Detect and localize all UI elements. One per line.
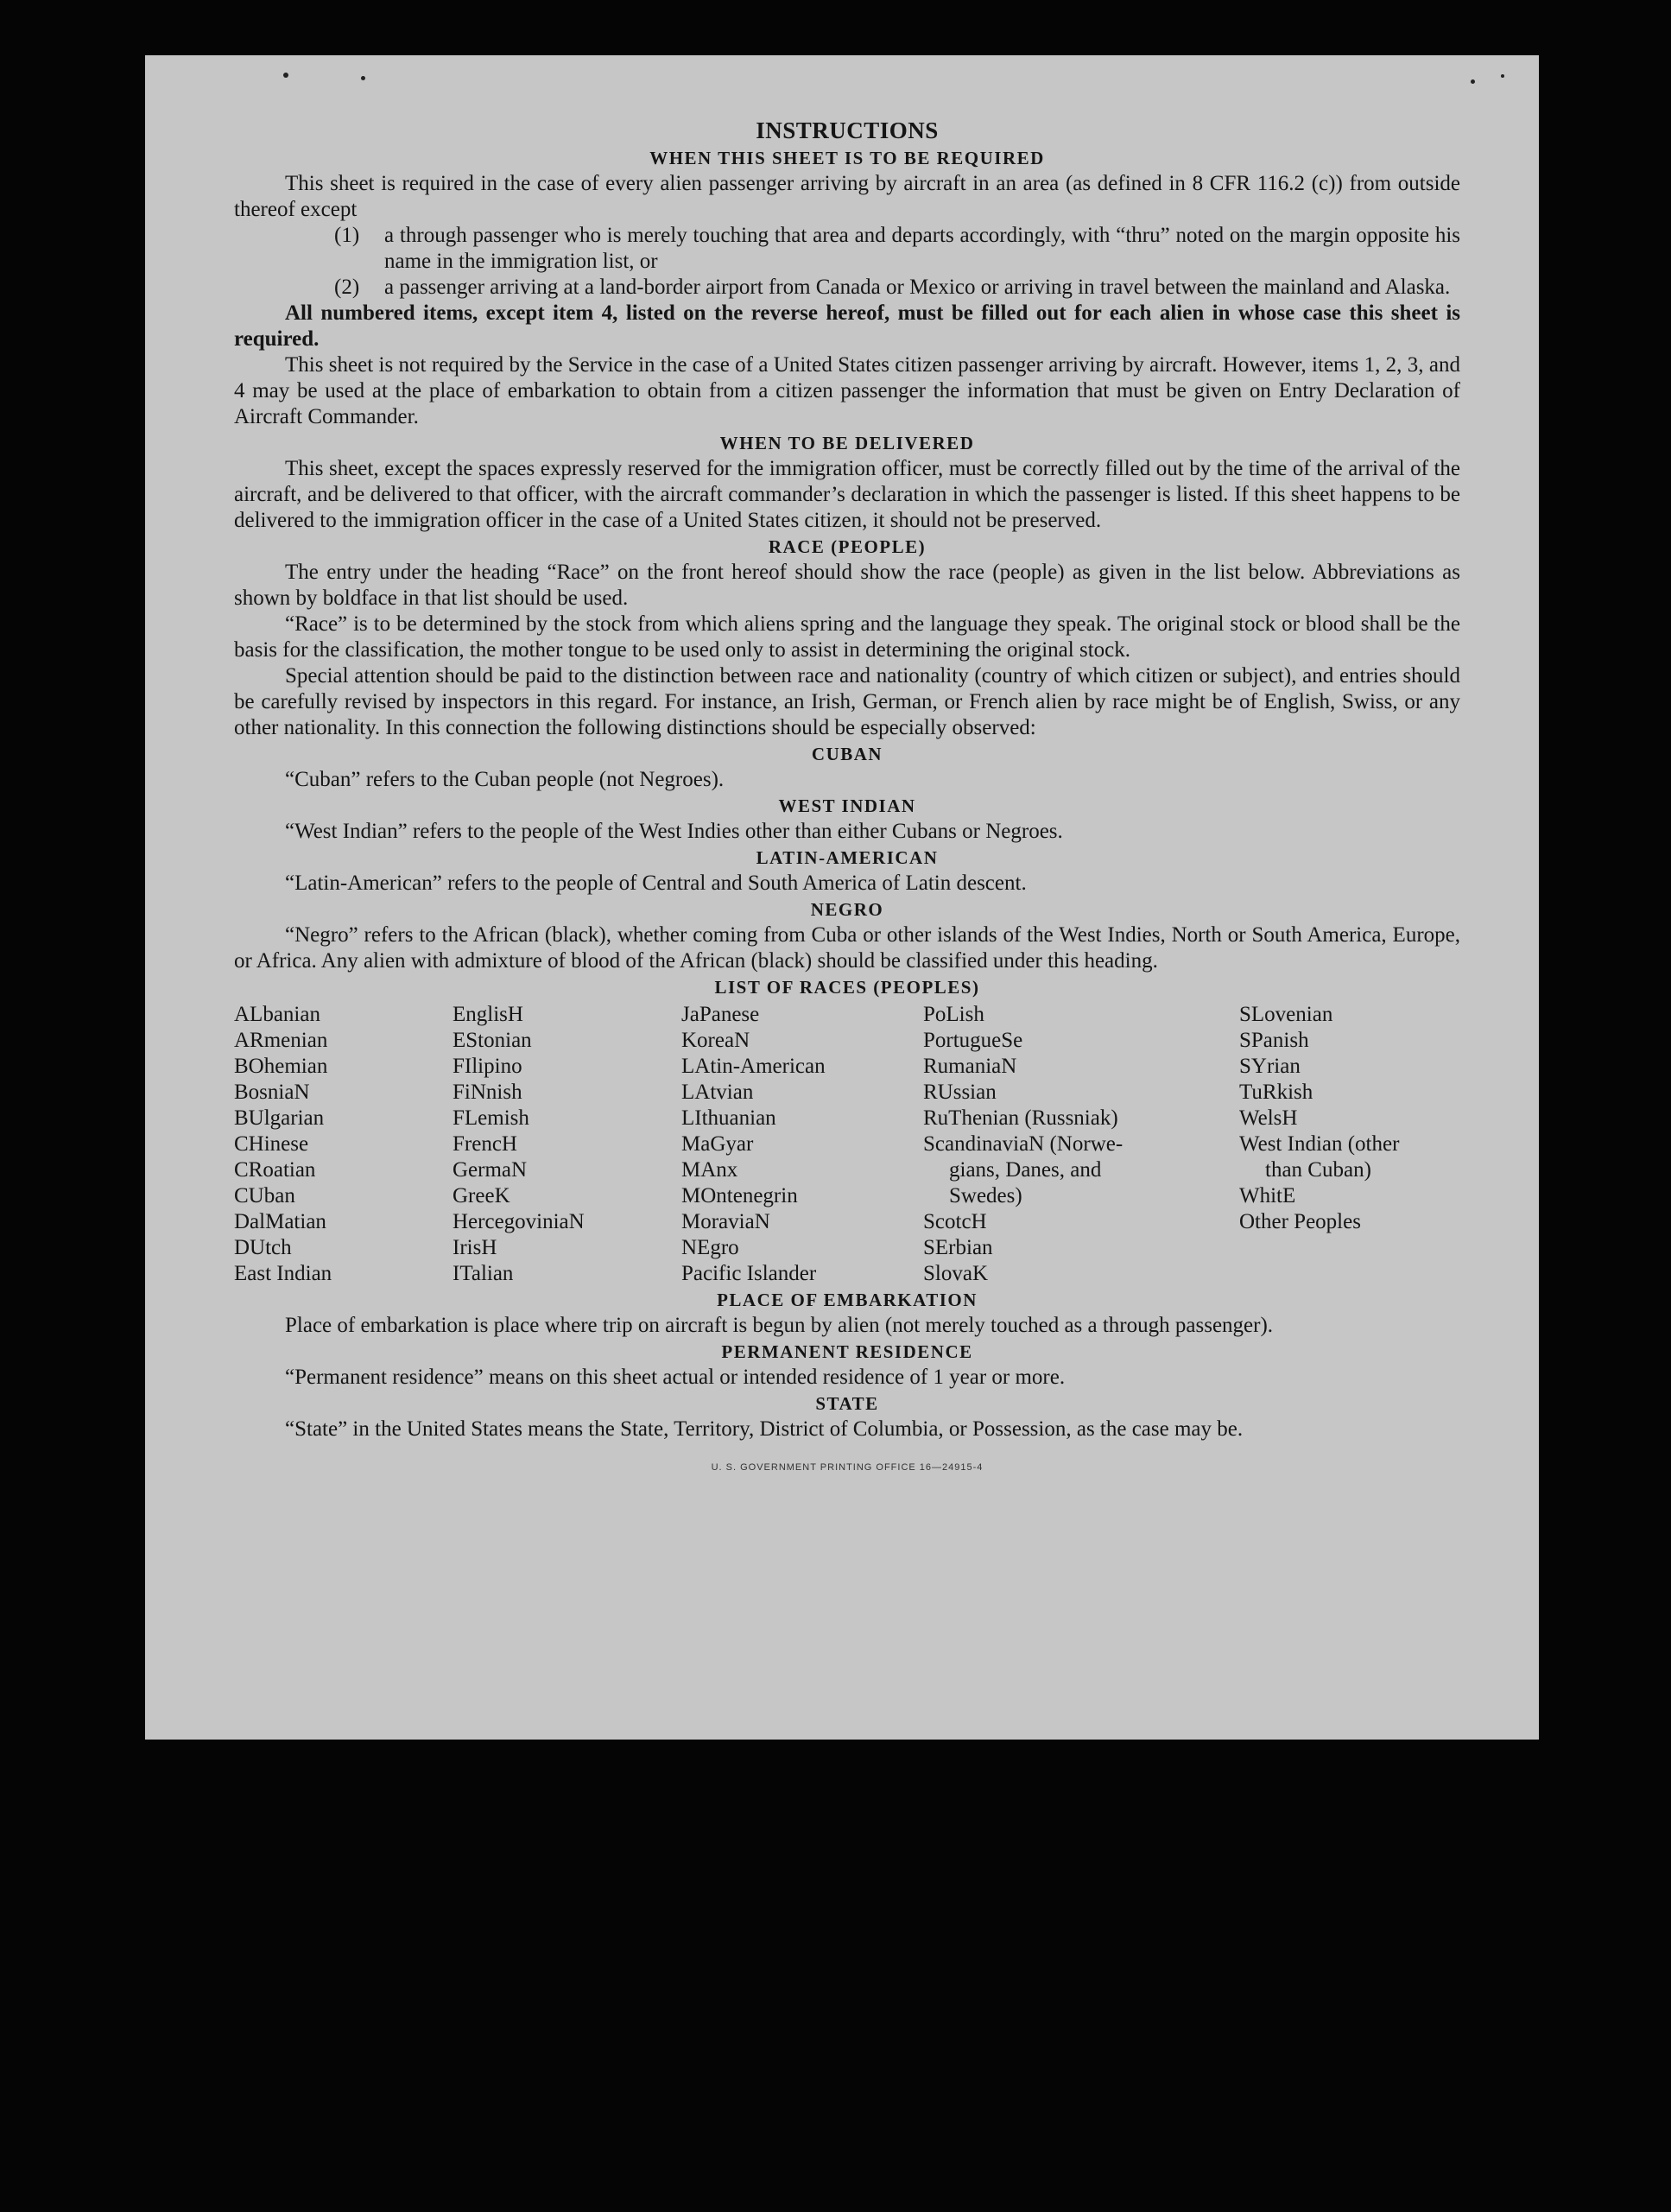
- race-entry: FLemish: [453, 1106, 529, 1130]
- race-entry: TuRkish: [1239, 1081, 1313, 1104]
- document-sheet: [145, 55, 1539, 1740]
- race-entry: RumaniaN: [923, 1055, 1017, 1078]
- race-entry: BUlgarian: [234, 1106, 325, 1130]
- race-entry: RUssian: [923, 1081, 997, 1104]
- printer-imprint: U. S. GOVERNMENT PRINTING OFFICE 16—24915-4: [711, 1462, 984, 1473]
- dust-speck: [361, 76, 365, 80]
- race-entry: MoraviaN: [681, 1210, 770, 1233]
- race-entry: ARmenian: [234, 1029, 328, 1052]
- paragraph: “Cuban” refers to the Cuban people (not Negroes).: [285, 768, 725, 791]
- race-entry: CHinese: [234, 1132, 309, 1156]
- heading-permanent-residence: PERMANENT RESIDENCE: [721, 1341, 973, 1362]
- paragraph: This sheet, except the spaces expressly reserved for the immigration officer, must be correctly filled out by the time of the arrival of the aircraft, and be delivered to that officer, with the aircraft commander’s declaration in which the passenger is listed. If this sheet happens to be delivered to the immigration officer in the case of a United States citizen, it should not be preserved.: [234, 457, 1460, 532]
- race-entry: WelsH: [1239, 1106, 1298, 1130]
- paragraph: The entry under the heading “Race” on the front hereof should show the race (people) as given in the list below. Abbreviations as shown by boldface in that list should be used.: [234, 561, 1460, 610]
- page-title: INSTRUCTIONS: [756, 117, 939, 143]
- race-entry: CRoatian: [234, 1158, 316, 1182]
- race-entry: Pacific Islander: [681, 1262, 817, 1285]
- race-list: [234, 1002, 1460, 1287]
- race-entry: SLovenian: [1239, 1003, 1333, 1026]
- race-entry: RuThenian (Russniak): [923, 1106, 1118, 1130]
- item-text: a passenger arriving at a land-border airport from Canada or Mexico or arriving in travel between the mainland and Alaska.: [384, 276, 1451, 299]
- race-entry: EnglisH: [453, 1003, 523, 1026]
- race-entry: MOntenegrin: [681, 1184, 798, 1207]
- race-entry: ScotcH: [923, 1210, 987, 1233]
- heading-embarkation: PLACE OF EMBARKATION: [717, 1290, 978, 1310]
- race-entry: SlovaK: [923, 1262, 988, 1285]
- race-entry: SErbian: [923, 1236, 993, 1259]
- race-entry: PortugueSe: [923, 1029, 1023, 1052]
- race-entry: PoLish: [923, 1003, 984, 1026]
- race-entry: EStonian: [453, 1029, 532, 1052]
- heading-west-indian: WEST INDIAN: [778, 795, 916, 816]
- race-entry: FIlipino: [453, 1055, 522, 1078]
- heading-when-delivered: WHEN TO BE DELIVERED: [719, 433, 975, 453]
- race-entry: IrisH: [453, 1236, 497, 1259]
- race-entry: gians, Danes, and: [949, 1158, 1102, 1182]
- race-entry: JaPanese: [681, 1003, 760, 1026]
- race-entry: SPanish: [1239, 1029, 1309, 1052]
- race-entry: CUban: [234, 1184, 295, 1207]
- race-entry: BOhemian: [234, 1055, 328, 1078]
- race-entry: LIthuanian: [681, 1106, 776, 1130]
- paragraph: “Permanent residence” means on this sheet actual or intended residence of 1 year or more.: [285, 1366, 1066, 1389]
- paragraph: “Race” is to be determined by the stock from which aliens spring and the language they speak. The original stock or blood shall be the basis for the classification, the mother tongue to be used only to assist in determining the original stock.: [234, 612, 1460, 662]
- item-number: (2): [334, 276, 360, 299]
- heading-latin-american: LATIN-AMERICAN: [756, 847, 939, 868]
- race-entry: ALbanian: [234, 1003, 320, 1026]
- race-entry: MAnx: [681, 1158, 738, 1182]
- race-entry: KoreaN: [681, 1029, 750, 1052]
- dust-speck: [1471, 79, 1475, 84]
- paragraph: Place of embarkation is place where trip on aircraft is begun by alien (not merely touched as a through passenger).: [285, 1314, 1274, 1337]
- race-entry: BosniaN: [234, 1081, 310, 1104]
- paragraph: This sheet is required in the case of every alien passenger arriving by aircraft in an area (as defined in 8 CFR 116.2 (c)) from outside thereof except: [234, 172, 1460, 221]
- race-entry: LAtvian: [681, 1081, 754, 1104]
- race-entry: ITalian: [453, 1262, 514, 1285]
- race-entry: FrencH: [453, 1132, 517, 1156]
- paragraph: Special attention should be paid to the distinction between race and nationality (country of which citizen or subject), and entries should be carefully revised by inspectors in this regard. For instance, an Irish, German, or French alien by race might be of English, Swiss, or any other nationality. In this connection the following distinctions should be especially observed:: [234, 664, 1460, 739]
- list-item: [334, 223, 1460, 275]
- instructions-content: [234, 116, 1460, 1480]
- list-item: [334, 275, 1460, 301]
- race-entry: NEgro: [681, 1236, 739, 1259]
- race-column: [923, 1002, 1239, 1287]
- dust-speck: [283, 73, 288, 78]
- item-text: a through passenger who is merely touching that area and departs accordingly, with “thru” noted on the margin opposite his name in the immigration list, or: [384, 224, 1460, 273]
- paragraph: All numbered items, except item 4, listed on the reverse hereof, must be filled out for each alien in whose case this sheet is required.: [234, 301, 1460, 351]
- race-column: [681, 1002, 923, 1287]
- race-entry: GreeK: [453, 1184, 510, 1207]
- heading-negro: NEGRO: [810, 899, 884, 920]
- race-column: [1239, 1002, 1460, 1287]
- race-entry: MaGyar: [681, 1132, 754, 1156]
- race-entry: GermaN: [453, 1158, 528, 1182]
- race-entry: West Indian (other: [1239, 1132, 1400, 1156]
- heading-when-required: WHEN THIS SHEET IS TO BE REQUIRED: [649, 148, 1045, 168]
- race-column: [234, 1002, 453, 1287]
- paragraph: “Latin-American” refers to the people of Central and South America of Latin descent.: [285, 871, 1027, 895]
- race-entry: than Cuban): [1265, 1158, 1371, 1182]
- paragraph: “West Indian” refers to the people of the West Indies other than either Cubans or Negroes.: [285, 820, 1063, 843]
- race-entry: WhitE: [1239, 1184, 1296, 1207]
- race-entry: DalMatian: [234, 1210, 326, 1233]
- heading-cuban: CUBAN: [811, 744, 883, 764]
- race-entry: HercegoviniaN: [453, 1210, 585, 1233]
- heading-race: RACE (PEOPLE): [768, 536, 927, 557]
- paragraph: This sheet is not required by the Service in the case of a United States citizen passenger arriving by aircraft. However, items 1, 2, 3, and 4 may be used at the place of embarkation to obtain from a citizen passenger the information that must be given on Entry Declaration of Aircraft Commander.: [234, 353, 1460, 428]
- race-entry: FiNnish: [453, 1081, 522, 1104]
- race-entry: DUtch: [234, 1236, 292, 1259]
- race-entry: ScandinaviaN (Norwe-: [923, 1132, 1123, 1156]
- race-entry: Other Peoples: [1239, 1210, 1361, 1233]
- race-entry: Swedes): [949, 1184, 1022, 1207]
- race-entry: SYrian: [1239, 1055, 1301, 1078]
- paragraph: “Negro” refers to the African (black), whether coming from Cuba or other islands of the West Indies, North or South America, Europe, or Africa. Any alien with admixture of blood of the African (black) should be classified under this heading.: [234, 923, 1460, 973]
- dust-speck: [1501, 74, 1504, 78]
- paragraph: “State” in the United States means the State, Territory, District of Columbia, or Possession, as the case may be.: [285, 1417, 1244, 1441]
- race-entry: LAtin-American: [681, 1055, 826, 1078]
- race-column: [453, 1002, 681, 1287]
- race-entry: East Indian: [234, 1262, 332, 1285]
- item-number: (1): [334, 224, 360, 247]
- heading-state: STATE: [815, 1393, 879, 1414]
- heading-list-of-races: LIST OF RACES (PEOPLES): [714, 977, 980, 998]
